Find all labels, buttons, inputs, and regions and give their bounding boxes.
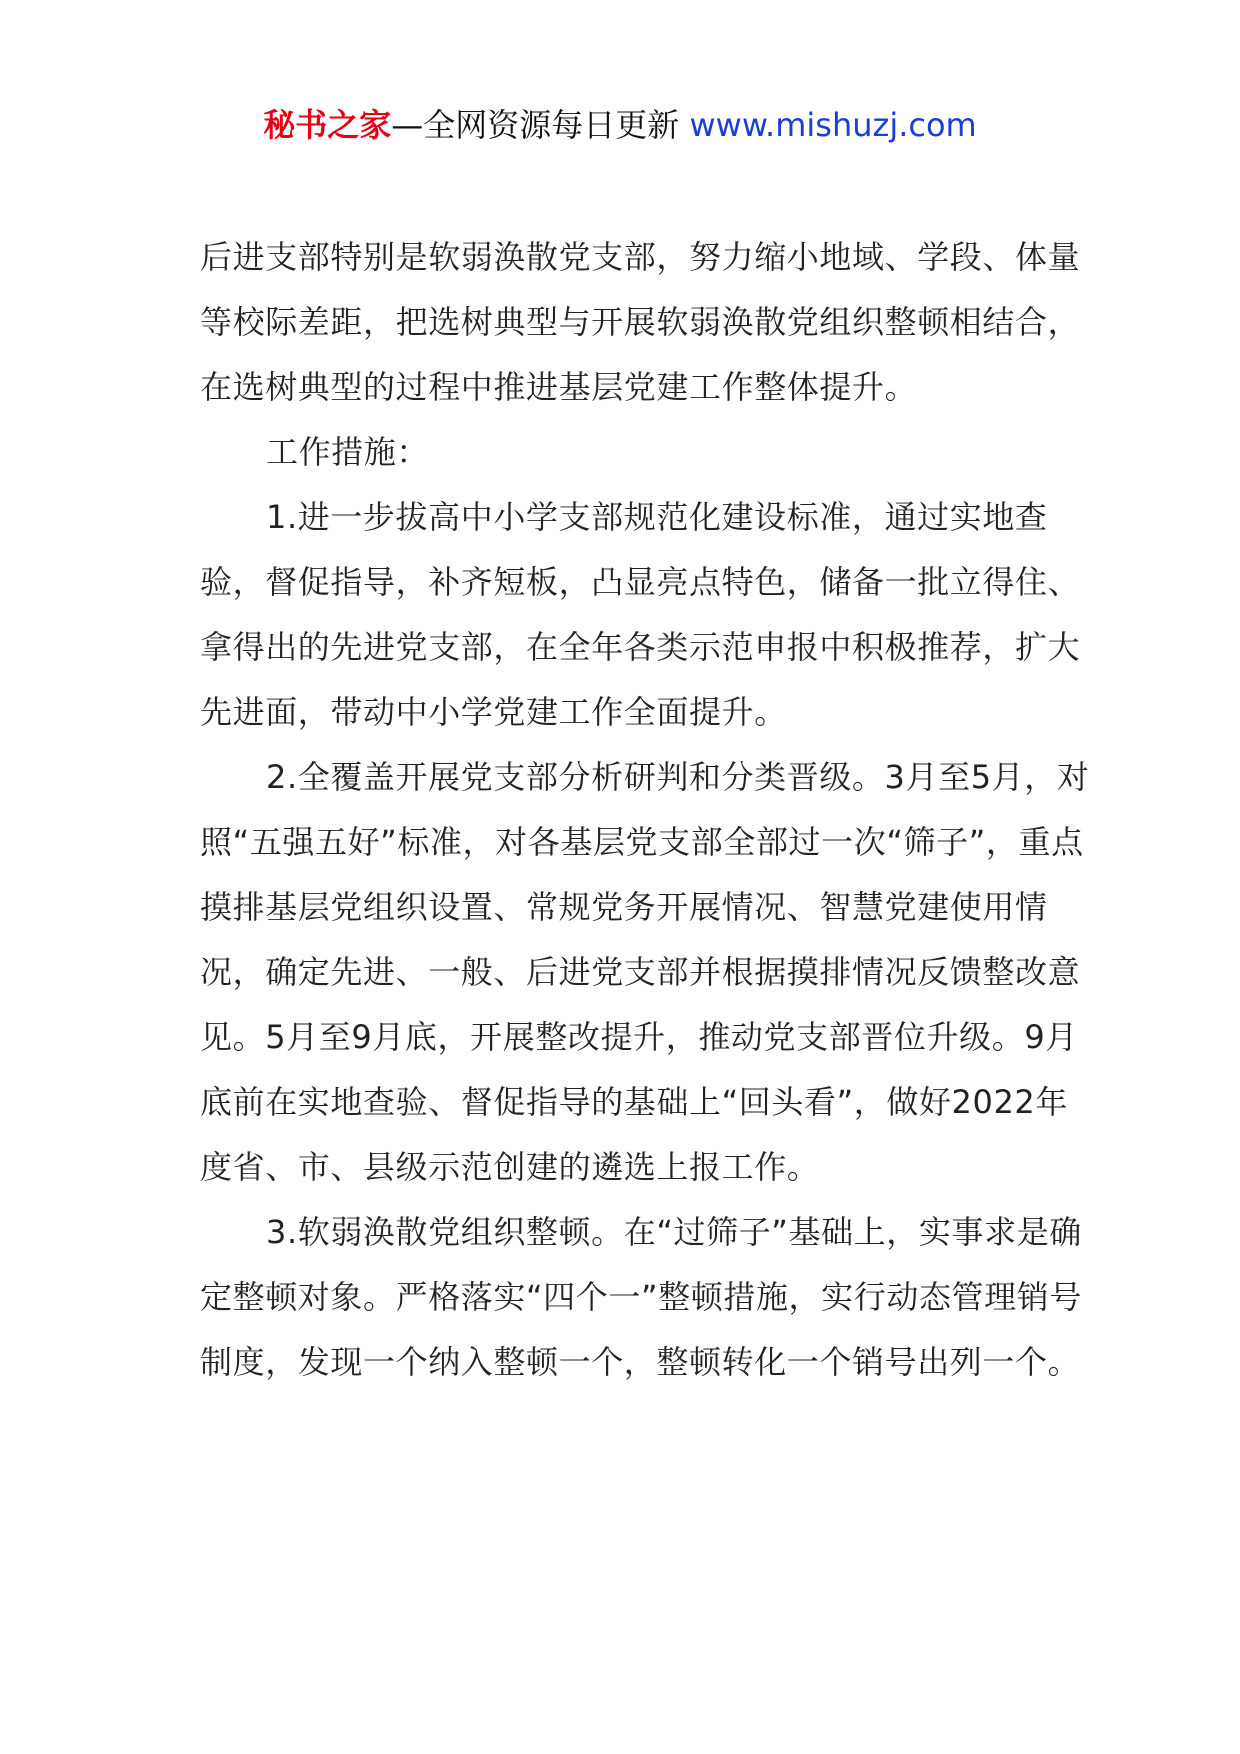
website-link[interactable]: www.mishuzj.com bbox=[689, 106, 977, 144]
paragraph-measure-2: 2.全覆盖开展党支部分析研判和分类晋级。3月至5月，对照“五强五好”标准，对各基层党支部全部过一次“筛子”，重点摸排基层党组织设置、常规党务开展情况、智慧党建使用情况，确定先进、一般、后进党支部并根据摸排情况反馈整改意见。5月至9月底，开展整改提升，推动党支部晋位升级。9月底前在实地查验、督促指导的基础上“回头看”，做好2022年度省、市、县级示范创建的遴选上报工作。 bbox=[200, 758, 1090, 1186]
header-slogan: —全网资源每日更新 bbox=[391, 106, 680, 144]
document-body bbox=[200, 225, 1090, 1395]
paragraph-measure-1: 1.进一步拔高中小学支部规范化建设标准，通过实地查验，督促指导，补齐短板，凸显亮点特色，储备一批立得住、拿得出的先进党支部，在全年各类示范申报中积极推荐，扩大先进面，带动中小学党建工作全面提升。 bbox=[200, 498, 1081, 731]
paragraph-continuation: 后进支部特别是软弱涣散党支部，努力缩小地域、学段、体量等校际差距，把选树典型与开展软弱涣散党组织整顿相结合，在选树典型的过程中推进基层党建工作整体提升。 bbox=[200, 238, 1081, 406]
brand-name: 秘书之家 bbox=[263, 106, 392, 144]
page-header bbox=[0, 101, 1240, 149]
paragraph-measure-3: 3.软弱涣散党组织整顿。在“过筛子”基础上，实事求是确定整顿对象。严格落实“四个一”整顿措施，实行动态管理销号制度，发现一个纳入整顿一个，整顿转化一个销号出列一个。 bbox=[200, 1213, 1082, 1381]
section-heading-work-measures: 工作措施： bbox=[266, 433, 430, 471]
